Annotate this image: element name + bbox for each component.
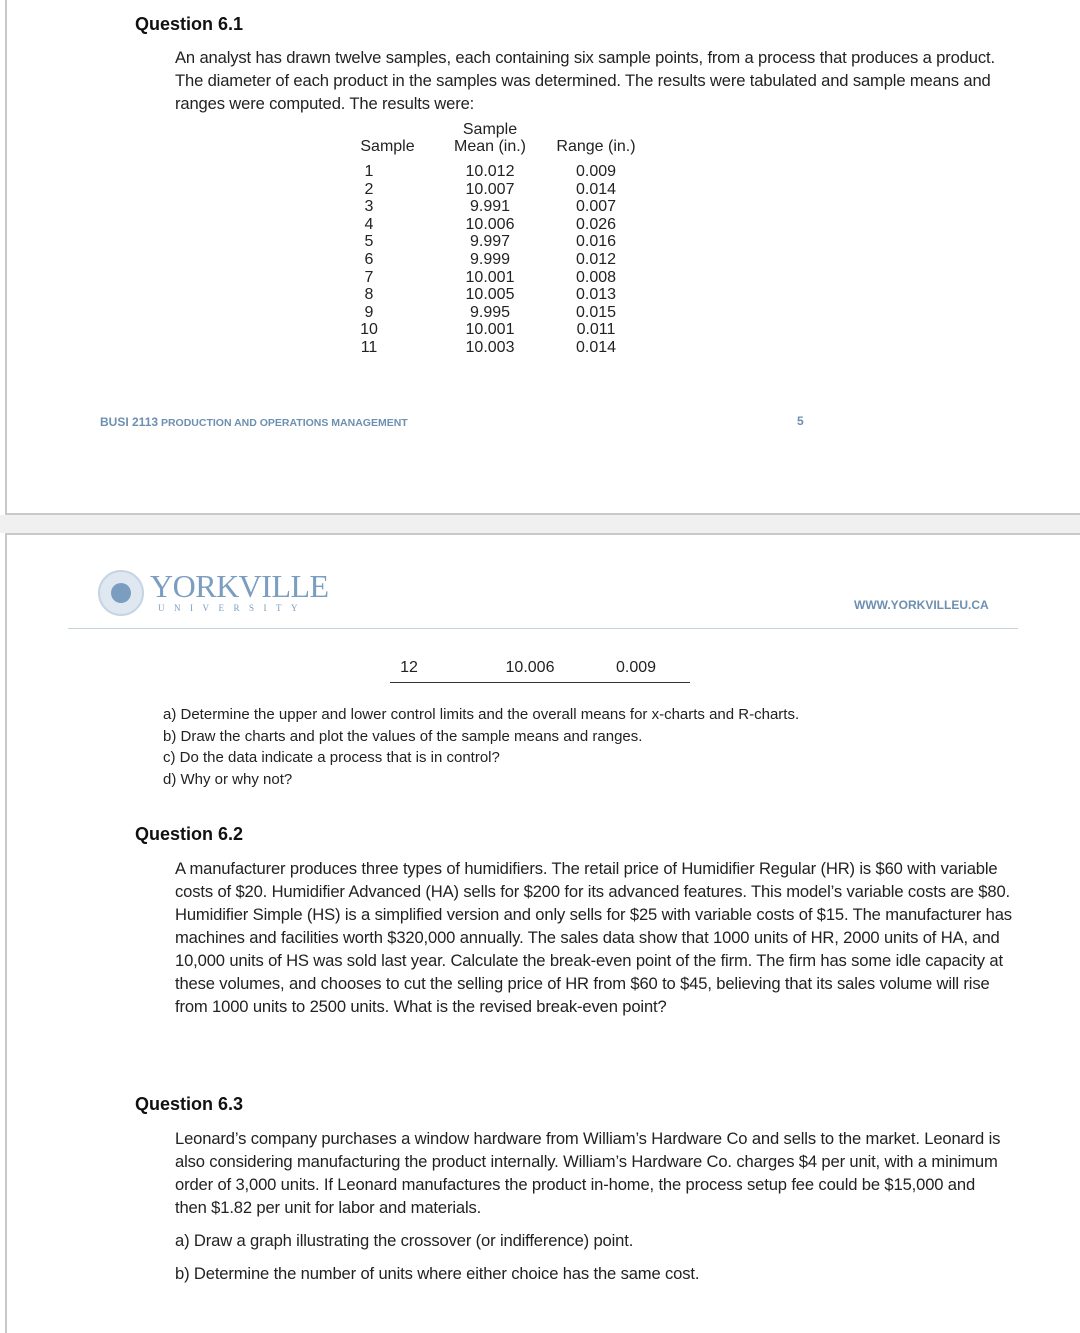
cell-range: 0.026 (575, 215, 617, 233)
cell-mean: 9.991 (469, 198, 511, 216)
question-6-2-title: Question 6.2 (135, 824, 244, 844)
cell-sample: 7 (364, 268, 374, 286)
table-row (350, 216, 650, 234)
table-row (350, 339, 650, 357)
cell-mean: 10.012 (465, 163, 515, 180)
university-url[interactable]: WWW.YORKVILLEU.CA (854, 598, 989, 612)
footer-course (100, 415, 408, 429)
question-6-3-part-a: a) Draw a graph illustrating the crossover (or indifference) point. (175, 1231, 634, 1250)
cell-mean: 10.001 (465, 321, 515, 339)
cell-mean: 10.001 (465, 268, 515, 286)
part-c: c) Do the data indicate a process that is in control? (163, 749, 500, 766)
question-6-2-text: A manufacturer produces three types of humidifiers. The retail price of Humidifier Regular (HR) is $60 with variable costs of $20. Humidifier Advanced (HA) sells for $200 for its advanced features. This model’s variable costs are $80. Humidifier Simple (HS) is a simplified version and only sells for $25 with variable costs of $15. The manufacturer has machines and facilities worth $320,000 annually. The sales data show that 1000 units of HR, 2000 units of HA, and 10,000 units of HS was sold last year. Calculate the break-even point of the firm. The firm has some idle capacity at these volumes, and chooses to cut the selling price of HR from $60 to $45, believing that its sales volume will rise from 1000 units to 2500 units. What is the revised break-even point? (175, 859, 1012, 1016)
question-6-3-part-b: b) Determine the number of units where either choice has the same cost. (175, 1264, 700, 1283)
question-6-1-text: An analyst has drawn twelve samples, each containing six sample points, from a process that produces a product. The diameter of each product in the samples was determined. The results were tabulated and sample means and ranges were computed. The results were: (175, 48, 995, 113)
cell-sample: 6 (364, 251, 374, 268)
question-6-1-title: Question 6.1 (135, 14, 244, 34)
header-mean-line1: Sample (462, 121, 518, 138)
cell-mean: 10.006 (505, 659, 555, 676)
table-row (350, 163, 650, 181)
cell-sample: 5 (364, 233, 374, 251)
university-seal-icon (98, 570, 144, 616)
header-divider (68, 628, 1018, 629)
header-mean-line2: Mean (in.) (453, 138, 527, 155)
cell-range: 0.014 (575, 339, 617, 356)
cell-sample: 9 (364, 303, 374, 321)
cell-sample: 8 (364, 286, 374, 304)
cell-sample: 2 (364, 180, 374, 198)
cell-range: 0.016 (575, 233, 617, 251)
cell-range: 0.015 (575, 303, 617, 321)
cell-range: 0.011 (576, 321, 616, 339)
header-sample: Sample (360, 138, 415, 155)
cell-mean: 10.006 (465, 215, 515, 233)
question-6-3-section (135, 1094, 1015, 1285)
cell-sample: 3 (364, 198, 374, 216)
cell-range: 0.013 (575, 286, 617, 304)
cell-mean: 9.999 (469, 251, 511, 268)
cell-sample: 4 (364, 215, 374, 233)
table-row (350, 181, 650, 199)
question-6-3-title: Question 6.3 (135, 1094, 244, 1114)
question-6-3-text: Leonard’s company purchases a window hardware from William’s Hardware Co and sells to the market. Leonard is also considering manufacturing the product internally. William’s Hardware Co. charges $4 per unit, with a minimum order of 3,000 units. If Leonard manufactures the product in-home, the process setup fee could be $15,000 and then $1.82 per unit for labor and materials. (175, 1129, 1001, 1217)
cell-mean: 10.007 (465, 180, 515, 198)
cell-sample: 11 (360, 339, 378, 356)
logo-sub: UNIVERSITY (158, 603, 307, 613)
table-row (350, 304, 650, 322)
cell-range: 0.007 (575, 198, 617, 216)
part-a: a) Determine the upper and lower control limits and the overall means for x-charts and R-charts. (163, 706, 800, 723)
question-6-1-section (135, 14, 1015, 361)
course-code: BUSI 2113 (100, 415, 159, 429)
cell-sample: 1 (364, 163, 374, 180)
cell-range: 0.009 (575, 163, 617, 180)
cell-mean: 9.995 (469, 303, 511, 321)
table-row (350, 286, 650, 304)
table-row (350, 321, 650, 339)
page-number: 5 (797, 414, 804, 428)
cell-range: 0.008 (575, 268, 617, 286)
course-name: PRODUCTION AND OPERATIONS MANAGEMENT (160, 417, 408, 429)
table-row (350, 269, 650, 287)
logo-name: YORKVILLE (150, 568, 329, 604)
cell-mean: 9.997 (469, 233, 511, 251)
table-row (350, 233, 650, 251)
page-gap (0, 515, 1080, 533)
cell-range: 0.014 (575, 180, 617, 198)
part-d: d) Why or why not? (163, 770, 293, 788)
table-row (350, 198, 650, 216)
cell-mean: 10.003 (465, 339, 515, 356)
sample-table (350, 121, 1015, 361)
part-b: b) Draw the charts and plot the values of the sample means and ranges. (163, 727, 643, 745)
cell-mean: 10.005 (465, 286, 515, 304)
cell-range: 0.012 (575, 251, 617, 268)
question-6-1-parts (163, 704, 799, 790)
cell-sample: 12 (400, 659, 418, 676)
question-6-2-section (135, 824, 1015, 1018)
table-last-row (390, 659, 690, 683)
header-range: Range (in.) (556, 138, 636, 155)
cell-range: 0.009 (615, 659, 657, 676)
cell-sample: 10 (360, 321, 378, 339)
table-row (350, 251, 650, 269)
